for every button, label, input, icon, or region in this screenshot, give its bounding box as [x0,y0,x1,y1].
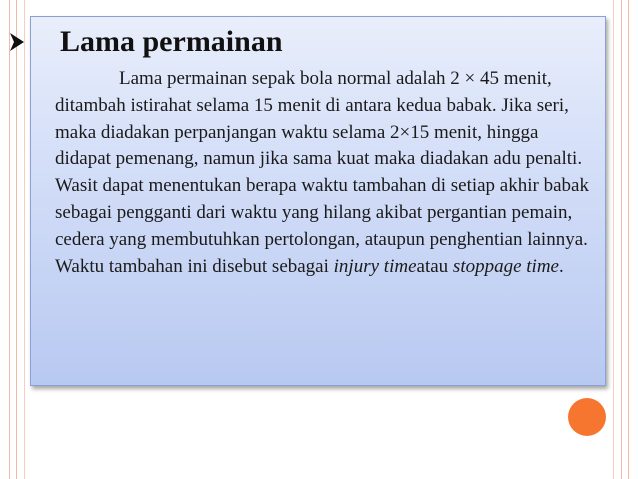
decorative-stripe [613,0,614,479]
term-stoppage-time: stoppage time [452,255,559,277]
arrowhead-bullet-icon [10,33,24,51]
paragraph-connector: atau [416,255,453,277]
decorative-stripe [9,0,10,479]
slide-heading [4,22,283,62]
paragraph-text: Lama permainan sepak bola normal adalah 2 × 45 menit, ditambah istirahat selama 15 menit di antara kedua babak. Jika seri, maka diadakan perpanjangan waktu selama 2×15 menit, hingga didapat pemenang, namun jika sama kuat maka diadakan adu penalti. Wasit dapat menentukan berapa waktu tambahan di setiap akhir babak sebagai pengganti dari waktu yang hilang akibat pergantian pemain, cedera yang membutuhkan pertolongan, ataupun penghentian lainnya. Waktu tambahan ini disebut sebagai [55,68,589,277]
body-paragraph [55,66,595,280]
decorative-stripe [16,0,17,479]
heading-text: Lama permainan [60,25,283,58]
decorative-stripe [24,0,25,479]
term-injury-time: injury time [333,255,417,277]
paragraph-end: . [559,255,564,277]
decorative-stripe [621,0,622,479]
accent-circle [568,398,606,436]
decorative-stripe [628,0,629,479]
